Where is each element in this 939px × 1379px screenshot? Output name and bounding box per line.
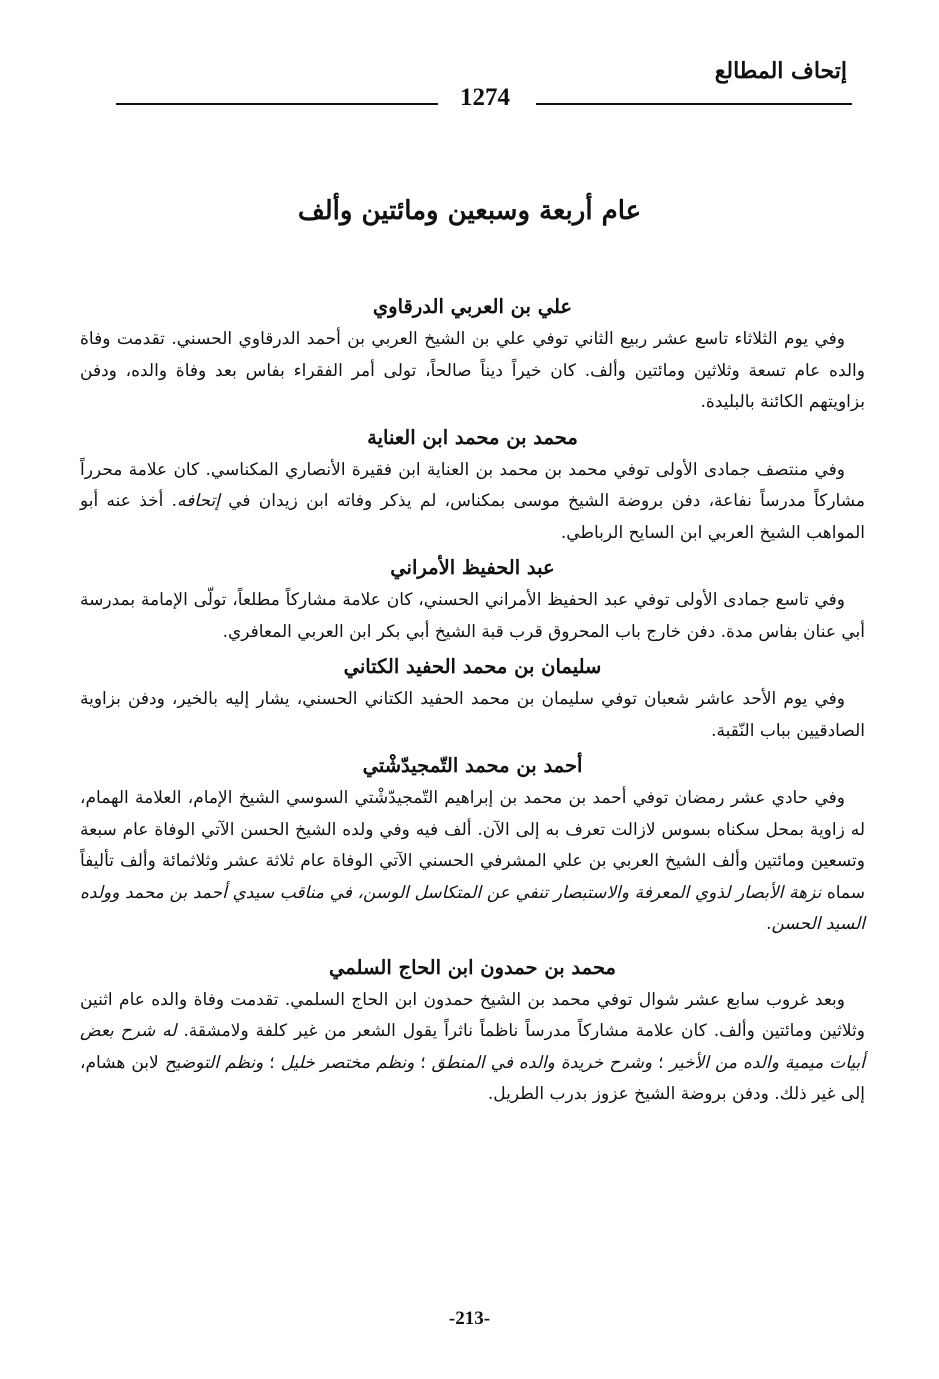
book-title-italic: إتحافه xyxy=(177,491,220,511)
entry-ibn-al-inaya xyxy=(80,421,865,550)
entry-name: علي بن العربي الدرقاوي xyxy=(372,295,573,318)
entry-paragraph xyxy=(80,455,865,550)
year-heading: عام أربعة وسبعين ومائتين وألف xyxy=(297,196,642,226)
header-rule-right xyxy=(536,103,852,105)
entry-ibn-al-hajj-sulami xyxy=(80,951,865,1111)
entry-tamjidshti xyxy=(80,749,865,941)
book-title-italic: ونظم التوضيح xyxy=(164,1052,264,1073)
running-header-title: إتحاف المطالع xyxy=(714,58,847,84)
body-text xyxy=(80,284,865,1113)
paragraph-text: وفي منتصف جمادى الأولى توفي محمد بن محمد بن العناية ابن فقيرة الأنصاري المكناسي. كان علامة محرراً مشاركاً مدرساً نفاعة، دفن بروضة الشيخ موسى بمكناس، لم يذكر وفاته ابن زيدان في xyxy=(80,459,865,511)
paragraph-text: . أخذ عنه أبو المواهب الشيخ العربي ابن السايح الرباطي. xyxy=(80,491,865,543)
entry-kattani xyxy=(80,650,865,747)
paragraph-text: ؛ xyxy=(414,1052,432,1073)
paragraph-text: وفي حادي عشر رمضان توفي أحمد بن محمد بن إبراهيم التّمجيدّشْتي السوسي الشيخ الإمام، العلامة الهمام، له زاوية بمحل سكناه بسوس لازالت تعرف به إلى الآن. ألف فيه وفي ولده الشيخ الحسن الآتي الوفاة عام سبعة وتسعين ومائتين وألف الشيخ العربي بن علي المشرفي الحسني الآتي الوفاة عام ثلاثة عشر وثلاثمائة وألف تأليفاً سماه xyxy=(80,788,866,903)
paragraph-text: ؛ xyxy=(263,1052,281,1073)
entry-paragraph: وفي يوم الأحد عاشر شعبان توفي سليمان بن محمد الحفيد الكتاني الحسني، يشار إليه بالخير، ودفن بزاوية الصادقيين بباب النّقبة. xyxy=(80,689,865,741)
entry-name: عبد الحفيظ الأمراني xyxy=(390,556,555,579)
entry-name: محمد بن حمدون ابن الحاج السلمي xyxy=(329,955,616,979)
entry-paragraph: وفي يوم الثلاثاء تاسع عشر ربيع الثاني توفي علي بن الشيخ العربي بن أحمد الدرقاوي الحسني. تقدمت وفاة والده عام تسعة وثلاثين ومائتين وألف. كان خيراً ديناً صالحاً، تولى أمر الفقراء بفاس بعد وفاة والده، ودفن بزاويتهم الكائنة بالبليدة. xyxy=(80,329,865,412)
book-title-italic: له شرح بعض أبيات ميمية والده من الأخير xyxy=(80,1021,865,1073)
book-title-italic: ونظم مختصر خليل xyxy=(280,1052,415,1073)
paragraph-text: . xyxy=(766,914,772,934)
paragraph-text: وبعد غروب سابع عشر شوال توفي محمد بن الشيخ حمدون ابن الحاج السلمي. تقدمت وفاة والده عام اثنين وثلاثين ومائتين وألف. كان علامة مشاركاً مدرساً ناظماً ناثراً يقول الشعر من غير كلفة ولامشقة. xyxy=(80,989,865,1041)
header-year-number: 1274 xyxy=(460,84,510,111)
entry-paragraph xyxy=(80,783,865,941)
entry-name: أحمد بن محمد التّمجيدّشْتي xyxy=(362,754,583,777)
entry-paragraph xyxy=(80,985,865,1111)
entry-paragraph: وفي تاسع جمادى الأولى توفي عبد الحفيظ الأمراني الحسني، كان علامة مشاركاً مطلعاً، تولّى الإمامة بمدرسة أبي عنان بفاس مدة. دفن خارج باب المحروق قرب قبة الشيخ أبي بكر ابن العربي المعافري. xyxy=(80,590,865,642)
entry-name: محمد بن محمد ابن العناية xyxy=(367,425,578,449)
entry-name: سليمان بن محمد الحفيد الكتاني xyxy=(343,655,602,678)
paragraph-text: لابن هشام، إلى غير ذلك. ودفن بروضة الشيخ عزوز بدرب الطريل. xyxy=(80,1052,865,1104)
book-title-italic: وشرح خريدة والده في المنطق xyxy=(431,1052,653,1073)
paragraph-text: ؛ xyxy=(652,1052,670,1073)
page-number: -213- xyxy=(448,1308,491,1329)
header-rule-left xyxy=(116,103,438,105)
entry-amrani xyxy=(80,551,865,648)
book-title-italic: نزهة الأبصار لذوي المعرفة والاستبصار تنفي عن المتكاسل الوسن، في مناقب سيدي أحمد بن محمد وولده السيد الحسن xyxy=(80,882,865,934)
entry-ali-darqawi xyxy=(80,290,865,419)
